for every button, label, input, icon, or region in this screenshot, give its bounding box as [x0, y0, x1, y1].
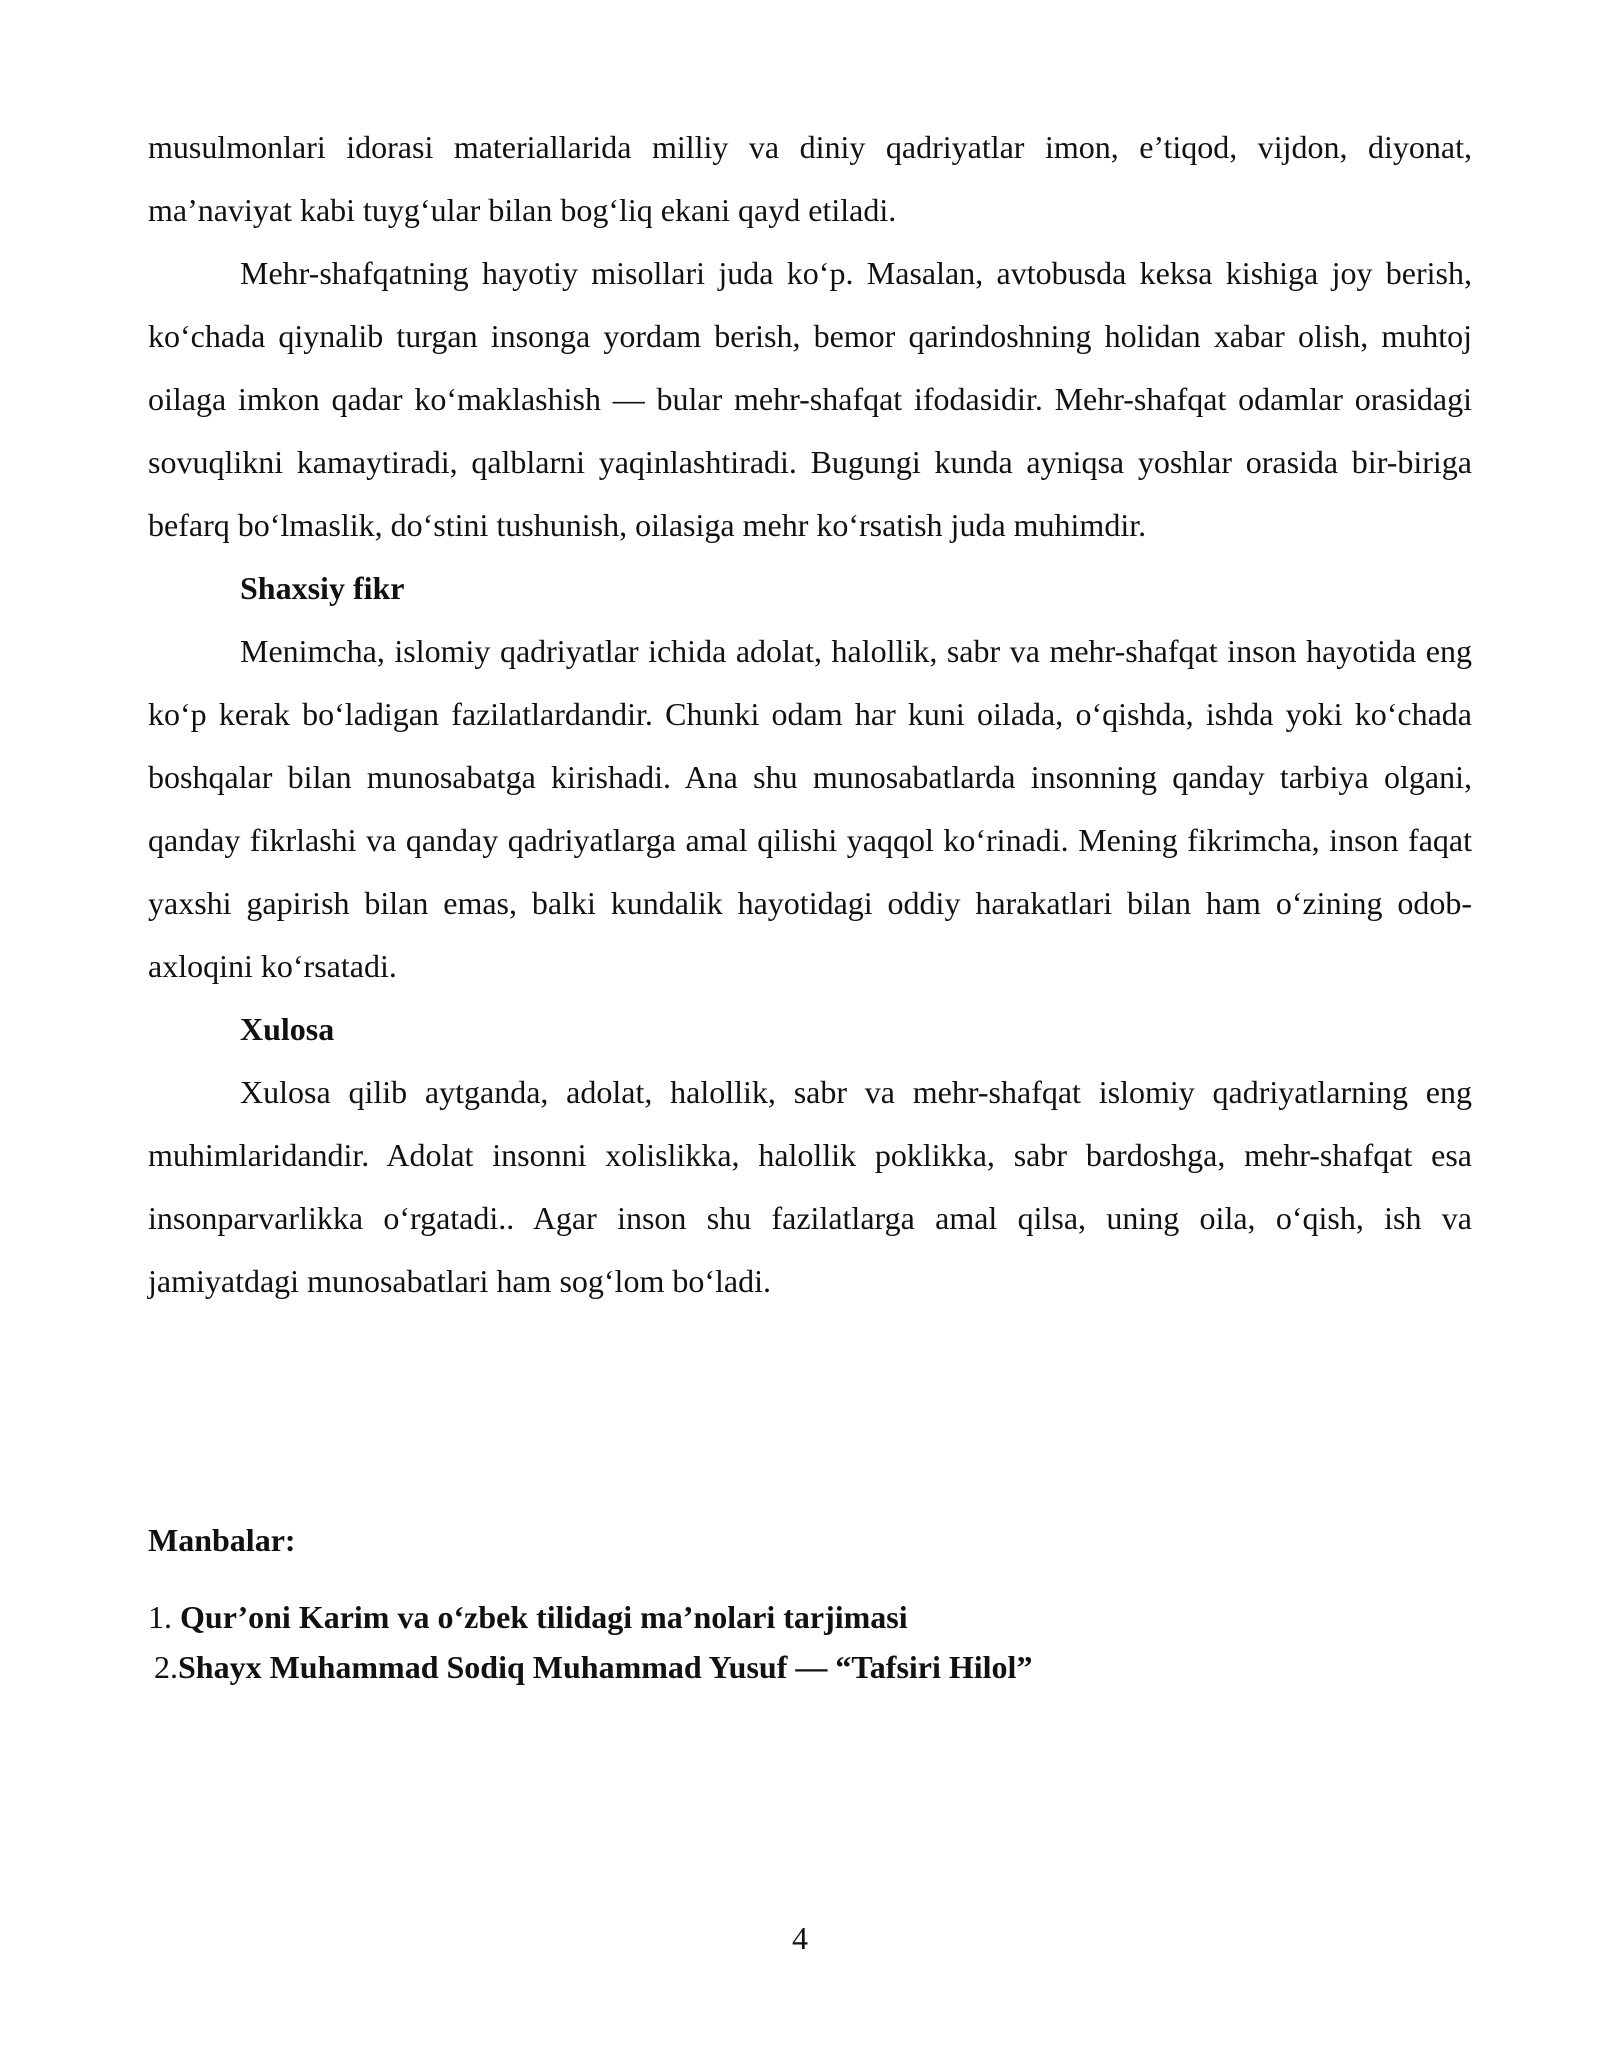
paragraph-personal-opinion: Menimcha, islomiy qadriyatlar ichida adolat, halollik, sabr va mehr-shafqat inson hayotida eng koʻp kerak boʻladigan fazilatlardandir. Chunki odam har kuni oilada, oʻqishda, ishda yoki koʻchada boshqalar bilan munosabatga kirishadi. Ana shu munosabatlarda insonning qanday tarbiya olgani, qanday fikrlashi va qanday qadriyatlarga amal qilishi yaqqol koʻrinadi. Mening fikrimcha, inson faqat yaxshi gapirish bilan emas, balki kundalik hayotidagi oddiy harakatlari bilan ham oʻzining odob-axloqini koʻrsatadi.: [148, 633, 1472, 984]
paragraph-mehr-shafqat-examples: Mehr-shafqatning hayotiy misollari juda koʻp. Masalan, avtobusda keksa kishiga joy berish, koʻchada qiynalib turgan insonga yordam berish, bemor qarindoshning holidan xabar olish, muhtoj oilaga imkon qadar koʻmaklashish — bular mehr-shafqat ifodasidir. Mehr-shafqat odamlar orasidagi sovuqlikni kamaytiradi, qalblarni yaqinlashtiradi. Bugungi kunda ayniqsa yoshlar orasida bir-biriga befarq boʻlmaslik, doʻstini tushunish, oilasiga mehr koʻrsatish juda muhimdir.: [148, 255, 1472, 543]
sources-title: Manbalar:: [148, 1522, 296, 1558]
source-item: [148, 1642, 1032, 1692]
source-item: [148, 1592, 1032, 1642]
document-body: [148, 116, 1472, 1313]
source-title: Qur’oni Karim va oʻzbek tilidagi ma’nolari tarjimasi: [180, 1599, 908, 1635]
heading-xulosa: Xulosa: [240, 1011, 335, 1047]
heading-shaxsiy-fikr: Shaxsiy fikr: [240, 570, 405, 606]
source-number: 1.: [148, 1599, 180, 1635]
sources-list: [148, 1592, 1032, 1692]
paragraph-continuation: musulmonlari idorasi materiallarida milliy va diniy qadriyatlar imon, e’tiqod, vijdon, diyonat, ma’naviyat kabi tuygʻular bilan bogʻliq ekani qayd etiladi.: [148, 129, 1472, 228]
source-title: Shayx Muhammad Sodiq Muhammad Yusuf — “Tafsiri Hilol”: [178, 1649, 1033, 1685]
source-number: 2.: [154, 1649, 178, 1685]
paragraph-conclusion: Xulosa qilib aytganda, adolat, halollik, sabr va mehr-shafqat islomiy qadriyatlarning eng muhimlaridandir. Adolat insonni xolislikka, halollik poklikka, sabr bardoshga, mehr-shafqat esa insonparvarlikka oʻrgatadi.. Agar inson shu fazilatlarga amal qilsa, uning oila, oʻqish, ish va jamiyatdagi munosabatlari ham sogʻlom boʻladi.: [148, 1074, 1472, 1299]
page-number: 4: [792, 1920, 808, 1956]
